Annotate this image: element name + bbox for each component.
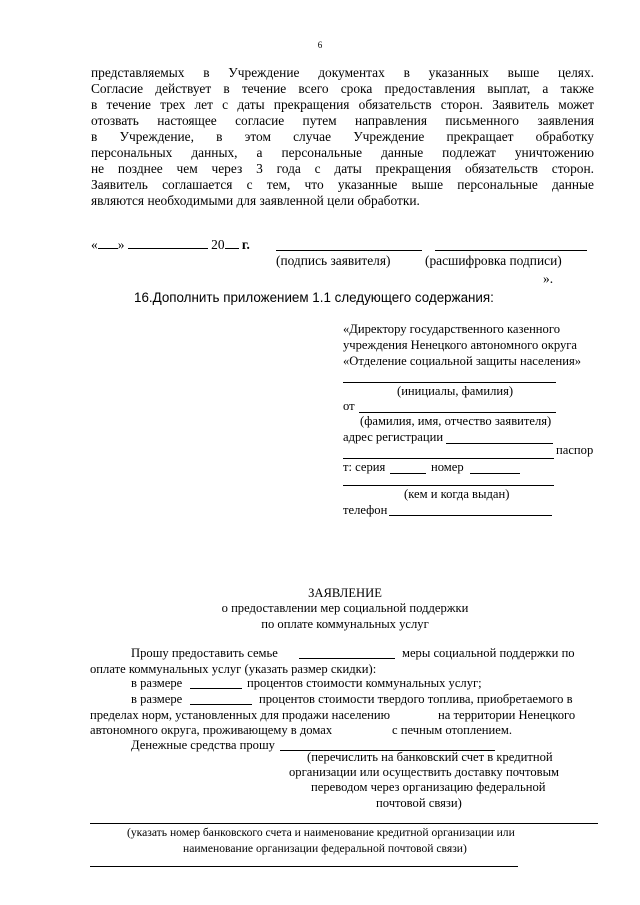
intro-line: Согласие действует в течение всего срока предоставления выплат, а также: [91, 81, 594, 96]
date-open-quote: «: [91, 237, 98, 252]
body-line: меры социальной поддержки по: [402, 646, 575, 660]
intro-line: персональных данных, а персональные данные подлежат уничтожению: [91, 145, 594, 160]
money-note: (перечислить на банковский счет в кредитной: [307, 750, 553, 764]
page-number: 6: [317, 40, 323, 50]
intro-line-last: являются необходимыми для заявленной цели обработки.: [91, 193, 420, 208]
from-label: от: [343, 399, 355, 413]
statement-subtitle: по оплате коммунальных услуг: [261, 617, 429, 631]
family-line: [299, 658, 395, 659]
intro-line: в течение трех лет с даты прекращения обязательств сторон. Заявитель может: [91, 97, 594, 112]
number-line: [470, 473, 520, 474]
phone-label: телефон: [343, 503, 388, 517]
bank-note: (указать номер банковского счета и наименование кредитной организации или: [127, 826, 515, 839]
body-line: на территории Ненецкого: [438, 708, 576, 722]
body-line: процентов стоимости коммунальных услуг;: [247, 676, 482, 690]
closing-quote: ».: [543, 271, 554, 286]
signature-line: [276, 250, 422, 251]
issued-caption: (кем и когда выдан): [404, 487, 510, 501]
percent-line-1: [190, 688, 242, 689]
money-note: почтовой связи): [376, 796, 462, 810]
statement-title: ЗАЯВЛЕНИЕ: [308, 586, 382, 600]
number-label: номер: [431, 460, 464, 474]
year-blank: [225, 236, 239, 249]
money-note: переводом через организацию федеральной: [311, 780, 546, 794]
body-line: Прошу предоставить семье: [131, 646, 278, 660]
item-16: 16.Дополнить приложением 1.1 следующего содержания:: [134, 290, 494, 305]
body-line: процентов стоимости твердого топлива, приобретаемого в: [259, 692, 573, 706]
date-line: [91, 236, 250, 253]
money-label: Денежные средства прошу: [131, 738, 275, 752]
month-blank: [128, 236, 208, 249]
percent-line-2: [190, 704, 252, 705]
money-note: организации или осуществить доставку почтовым: [289, 765, 560, 779]
body-line: в размере: [131, 676, 183, 690]
passport-label-part1: паспор: [556, 443, 594, 457]
addressee-line: «Директору государственного казенного: [343, 322, 560, 336]
series-line: [390, 473, 426, 474]
year-prefix: 20: [211, 237, 225, 252]
year-suffix: г.: [241, 237, 250, 252]
signature-caption: (подпись заявителя): [276, 253, 391, 268]
issued-line: [343, 485, 554, 486]
address-label: адрес регистрации: [343, 430, 444, 444]
initials-caption: (инициалы, фамилия): [397, 384, 514, 398]
intro-line: Заявитель соглашается с тем, что указанные выше персональные данные: [91, 177, 594, 192]
from-line: [359, 412, 556, 413]
phone-line: [389, 515, 552, 516]
statement-subtitle: о предоставлении мер социальной поддержки: [221, 601, 469, 615]
address-line-2: [343, 458, 554, 459]
intro-line: отозвать настоящее согласие путем направления письменного заявления: [91, 113, 594, 128]
intro-line: не позднее чем через 3 года с даты прекращения обязательств сторон.: [91, 161, 594, 176]
body-line: в размере: [131, 692, 183, 706]
bank-note: наименование организации федеральной почтовой связи): [183, 842, 467, 855]
initials-line: [343, 382, 556, 383]
passport-label-part2: т: серия: [343, 460, 386, 474]
body-line: оплате коммунальных услуг (указать размер скидки):: [90, 662, 377, 676]
addressee-line: учреждения Ненецкого автономного округа: [343, 338, 578, 352]
date-close-quote: »: [117, 237, 125, 252]
transcript-caption: (расшифровка подписи): [425, 253, 562, 268]
transcript-line: [435, 250, 587, 251]
applicant-caption: (фамилия, имя, отчество заявителя): [360, 414, 552, 428]
body-line: автономного округа, проживающему в домах: [90, 723, 333, 737]
intro-line: представляемых в Учреждение документах в указанных выше целях.: [91, 65, 594, 80]
day-blank: [98, 236, 118, 249]
body-line: с печным отоплением.: [392, 723, 512, 737]
address-line: [446, 443, 553, 444]
bank-line-2: [90, 866, 518, 867]
intro-line: в Учреждение, в этом случае Учреждение прекращает обработку: [91, 129, 594, 144]
body-line: пределах норм, установленных для продажи населению: [90, 708, 391, 722]
bank-line: [90, 823, 598, 824]
addressee-line: «Отделение социальной защиты населения»: [343, 354, 582, 368]
